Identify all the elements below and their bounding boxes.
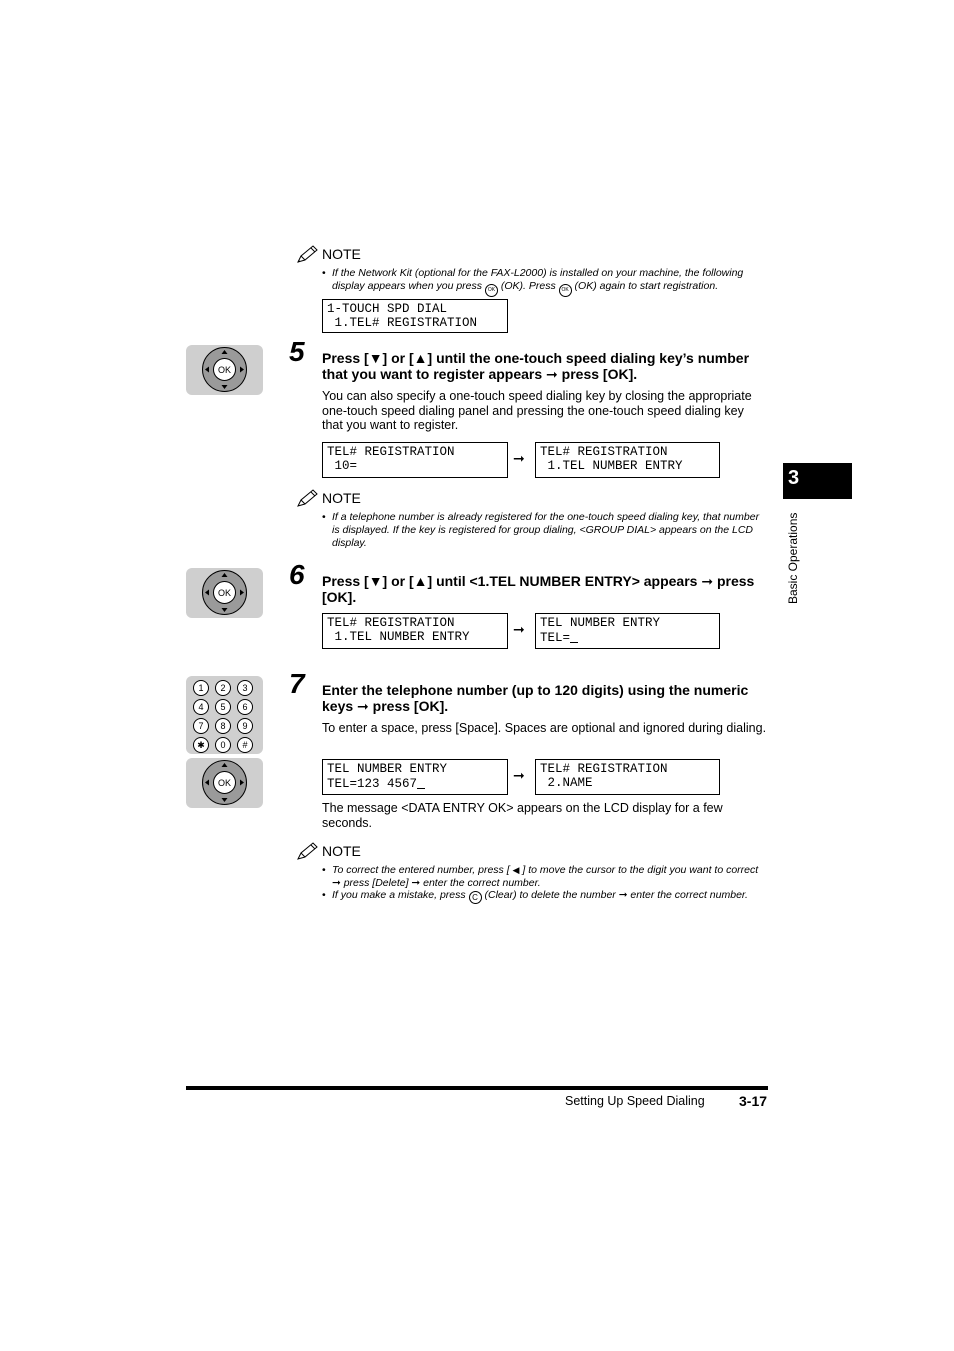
chapter-tab: 3 xyxy=(783,463,852,499)
ok-key-panel xyxy=(186,758,263,808)
ok-key-panel xyxy=(186,345,263,395)
step-number: 5 xyxy=(289,336,305,367)
step-body: To enter a space, press [Space]. Spaces are optional and ignored during dialing. xyxy=(322,721,767,735)
lcd-display: TEL# REGISTRATION 2.NAME xyxy=(535,759,720,795)
step-heading: Enter the telephone number (up to 120 digits) using the numeric keys ➞ press [OK]. xyxy=(322,682,749,714)
bullet: • xyxy=(322,511,326,523)
keypad-key: 5 xyxy=(215,699,231,715)
note-item xyxy=(322,267,768,297)
keypad-key: 4 xyxy=(193,699,209,715)
note-item xyxy=(322,511,768,550)
footer-rule xyxy=(186,1086,768,1090)
ok-key-label: OK xyxy=(217,588,232,598)
note-heading xyxy=(296,488,361,508)
ok-key-label: OK xyxy=(217,778,232,788)
note-item xyxy=(322,889,768,904)
ok-key-icon: OK xyxy=(485,284,498,297)
note-label: NOTE xyxy=(322,843,361,859)
lcd-cursor xyxy=(417,776,425,789)
lcd-display: TEL# REGISTRATION 1.TEL NUMBER ENTRY xyxy=(535,442,720,478)
note-heading xyxy=(296,244,361,264)
lcd-text: TEL NUMBER ENTRY TEL=123 4567 xyxy=(327,762,448,791)
page-number: 3-17 xyxy=(739,1093,768,1109)
arrow-icon: ➞ xyxy=(513,450,525,466)
note-label: NOTE xyxy=(322,490,361,506)
footer-title: Setting Up Speed Dialing xyxy=(565,1094,705,1108)
ok-key-label: OK xyxy=(217,365,232,375)
note-text: (OK) again to start registration. xyxy=(574,280,719,292)
lcd-display: TEL# REGISTRATION 10= xyxy=(322,442,508,478)
lcd-display xyxy=(535,613,720,649)
lcd-display: 1-TOUCH SPD DIAL 1.TEL# REGISTRATION xyxy=(322,299,508,333)
lcd-cursor xyxy=(570,630,578,643)
pencil-note-icon xyxy=(296,244,320,264)
note-text: If a telephone number is already registered for the one-touch speed dialing key, that number is displayed. If the key is registered for group dialing, <GROUP DIAL> appears on the LCD display. xyxy=(332,511,760,549)
note-text: To correct the entered number, press [ xyxy=(332,864,510,876)
arrow-icon: ➞ xyxy=(513,767,525,783)
ok-dial-icon xyxy=(186,758,263,808)
bullet: • xyxy=(322,889,326,901)
arrow-icon: ➞ xyxy=(513,621,525,637)
ok-key-panel xyxy=(186,568,263,618)
note-label: NOTE xyxy=(322,246,361,262)
note-heading xyxy=(296,841,361,861)
keypad-key: 2 xyxy=(215,680,231,696)
ok-dial-icon xyxy=(186,345,263,395)
keypad-key: 6 xyxy=(237,699,253,715)
keypad-key: 9 xyxy=(237,718,253,734)
chapter-title: Basic Operations xyxy=(786,512,800,604)
numeric-keypad-panel xyxy=(186,676,263,754)
step-body: The message <DATA ENTRY OK> appears on the LCD display for a few seconds. xyxy=(322,801,723,830)
step-number: 7 xyxy=(289,668,305,699)
keypad-key: ✱ xyxy=(193,737,209,753)
ok-dial-icon xyxy=(186,568,263,618)
left-arrow-icon: ◀ xyxy=(512,865,520,875)
step-heading: Press [▼] or [▲] until the one-touch speed dialing key’s number that you want to register appears ➞ press [OK]. xyxy=(322,350,750,382)
keypad-key: 3 xyxy=(237,680,253,696)
step-body: You can also specify a one-touch speed dialing key by closing the appropriate one-touch speed dialing panel and pressing the one-touch speed dialing key that you want to register. xyxy=(322,389,752,432)
keypad-key: 1 xyxy=(193,680,209,696)
lcd-display xyxy=(322,759,508,795)
note-text: If you make a mistake, press xyxy=(332,889,466,901)
note-text: ] to move the cursor to the digit you want to correct ➞ press [Delete] ➞ enter the correct number. xyxy=(332,864,759,889)
lcd-text: TEL NUMBER ENTRY TEL= xyxy=(540,616,661,645)
note-text: (Clear) to delete the number ➞ enter the correct number. xyxy=(484,889,748,901)
keypad-key: 0 xyxy=(215,737,231,753)
bullet: • xyxy=(322,864,326,876)
keypad-key: 8 xyxy=(215,718,231,734)
clear-key-icon: C xyxy=(469,891,482,904)
ok-key-icon: OK xyxy=(559,284,572,297)
numeric-keypad xyxy=(193,680,259,753)
bullet: • xyxy=(322,267,326,279)
step-heading: Press [▼] or [▲] until <1.TEL NUMBER ENTRY> appears ➞ press [OK]. xyxy=(322,573,755,605)
keypad-key: 7 xyxy=(193,718,209,734)
note-text: If the Network Kit (optional for the FAX-L2000) is installed on your machine, the following display appears when you press xyxy=(332,267,744,292)
note-item xyxy=(322,864,768,890)
pencil-note-icon xyxy=(296,841,320,861)
keypad-key: # xyxy=(237,737,253,753)
lcd-display: TEL# REGISTRATION 1.TEL NUMBER ENTRY xyxy=(322,613,508,649)
note-text: (OK). Press xyxy=(500,280,556,292)
step-number: 6 xyxy=(289,559,305,590)
pencil-note-icon xyxy=(296,488,320,508)
